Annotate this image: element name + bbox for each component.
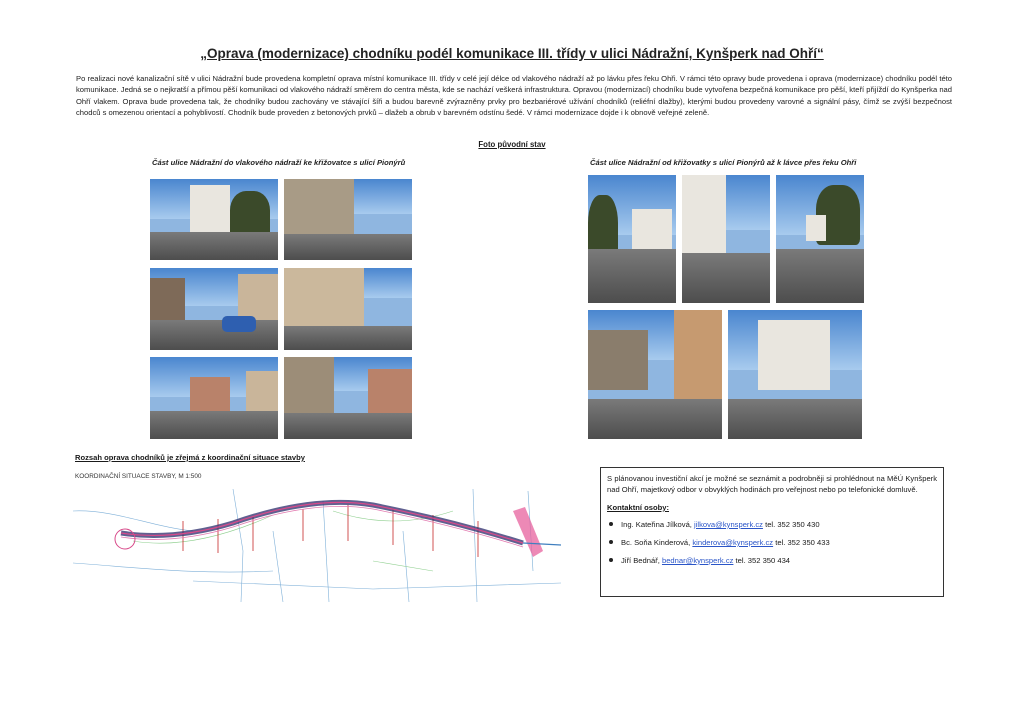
street-photo — [588, 310, 722, 439]
photos-heading: Foto původní stav — [478, 140, 546, 149]
contact-item: Bc. Soňa Kinderová, kinderova@kynsperk.cz tel. 352 350 433 — [607, 537, 937, 548]
contacts-heading: Kontaktní osoby: — [607, 503, 670, 512]
street-photo — [284, 357, 412, 439]
right-photos-caption: Část ulice Nádražní od křižovatky s ulicí Pionýrů až k lávce přes řeku Ohři — [590, 158, 857, 167]
document-title: „Oprava (modernizace) chodníku podél komunikace III. třídy v ulici Nádražní, Kynšperk nad Ohří“ — [200, 46, 824, 61]
info-text: S plánovanou investiční akcí je možné se seznámit a podrobněji si prohlédnout na MěÚ Kynšperk nad Ohří, majetkový odbor v obvyklých hodinách pro veřejnost nebo po telefonické domluvě. — [607, 474, 937, 494]
contact-email-link[interactable]: jilkova@kynsperk.cz — [694, 520, 763, 529]
contact-item: Ing. Kateřina Jílková, jilkova@kynsperk.cz tel. 352 350 430 — [607, 519, 937, 530]
street-photo — [728, 310, 862, 439]
bullet-icon — [609, 522, 613, 526]
street-photo — [588, 175, 676, 303]
contact-email-link[interactable]: kinderova@kynsperk.cz — [692, 538, 774, 547]
coordination-site-plan — [73, 471, 561, 602]
street-photo — [776, 175, 864, 303]
map-heading: Rozsah oprava chodníků je zřejmá z koordinační situace stavby — [75, 453, 305, 462]
contact-email-link[interactable]: bednar@kynsperk.cz — [661, 556, 734, 565]
site-plan-drawing — [73, 471, 561, 602]
street-photo — [150, 268, 278, 350]
contact-list — [607, 519, 937, 566]
info-box — [600, 467, 944, 597]
street-photo — [150, 179, 278, 260]
map-label: KOORDINAČNÍ SITUACE STAVBY, M 1:500 — [75, 473, 202, 480]
bullet-icon — [609, 540, 613, 544]
contact-item: Jiří Bednář, bednar@kynsperk.cz tel. 352 350 434 — [607, 555, 937, 566]
street-photo — [284, 179, 412, 260]
bullet-icon — [609, 558, 613, 562]
street-photo — [150, 357, 278, 439]
street-photo — [284, 268, 412, 350]
street-photo — [682, 175, 770, 303]
left-photos-caption: Část ulice Nádražní do vlakového nádraží ke křižovatce s ulicí Pionýrů — [152, 158, 406, 167]
intro-paragraph: Po realizaci nové kanalizační sítě v ulici Nádražní bude provedena kompletní oprava místní komunikace III. třídy v celé její délce od vlakového nádraží až po lávku přes řeku Ohři. V rámci této opravy bude provedena i oprava (modernizace) chodníku podél této komunikace. Jedná se o nejkratší a přímou pěší komunikaci od vlakového nádraží směrem do centra města, kde se nachází veškerá infrastruktura. Opravou (modernizací) chodníku bude vytvořena bezpečná komunikace pro pěší, kteří přijíždí do Kynšperka nad Ohří vlakem. Oprava bude provedena tak, že chodníky budou zachovány ve stávající šíři a budou barevně zvýrazněny prvky pro bezbariérové užívání chodníků (reliéfní dlažby), kterými budou provedeny varovné a signální pásy, čímž se zvýší bezpečnost chodců s omezenou orientací a pohyblivostí. Chodník bude proveden z betonových prvků – dlažeb a obrub v barevném odstínu šedé. V rámci modernizace dojde i k obnově veřejné zeleně. — [76, 74, 952, 118]
